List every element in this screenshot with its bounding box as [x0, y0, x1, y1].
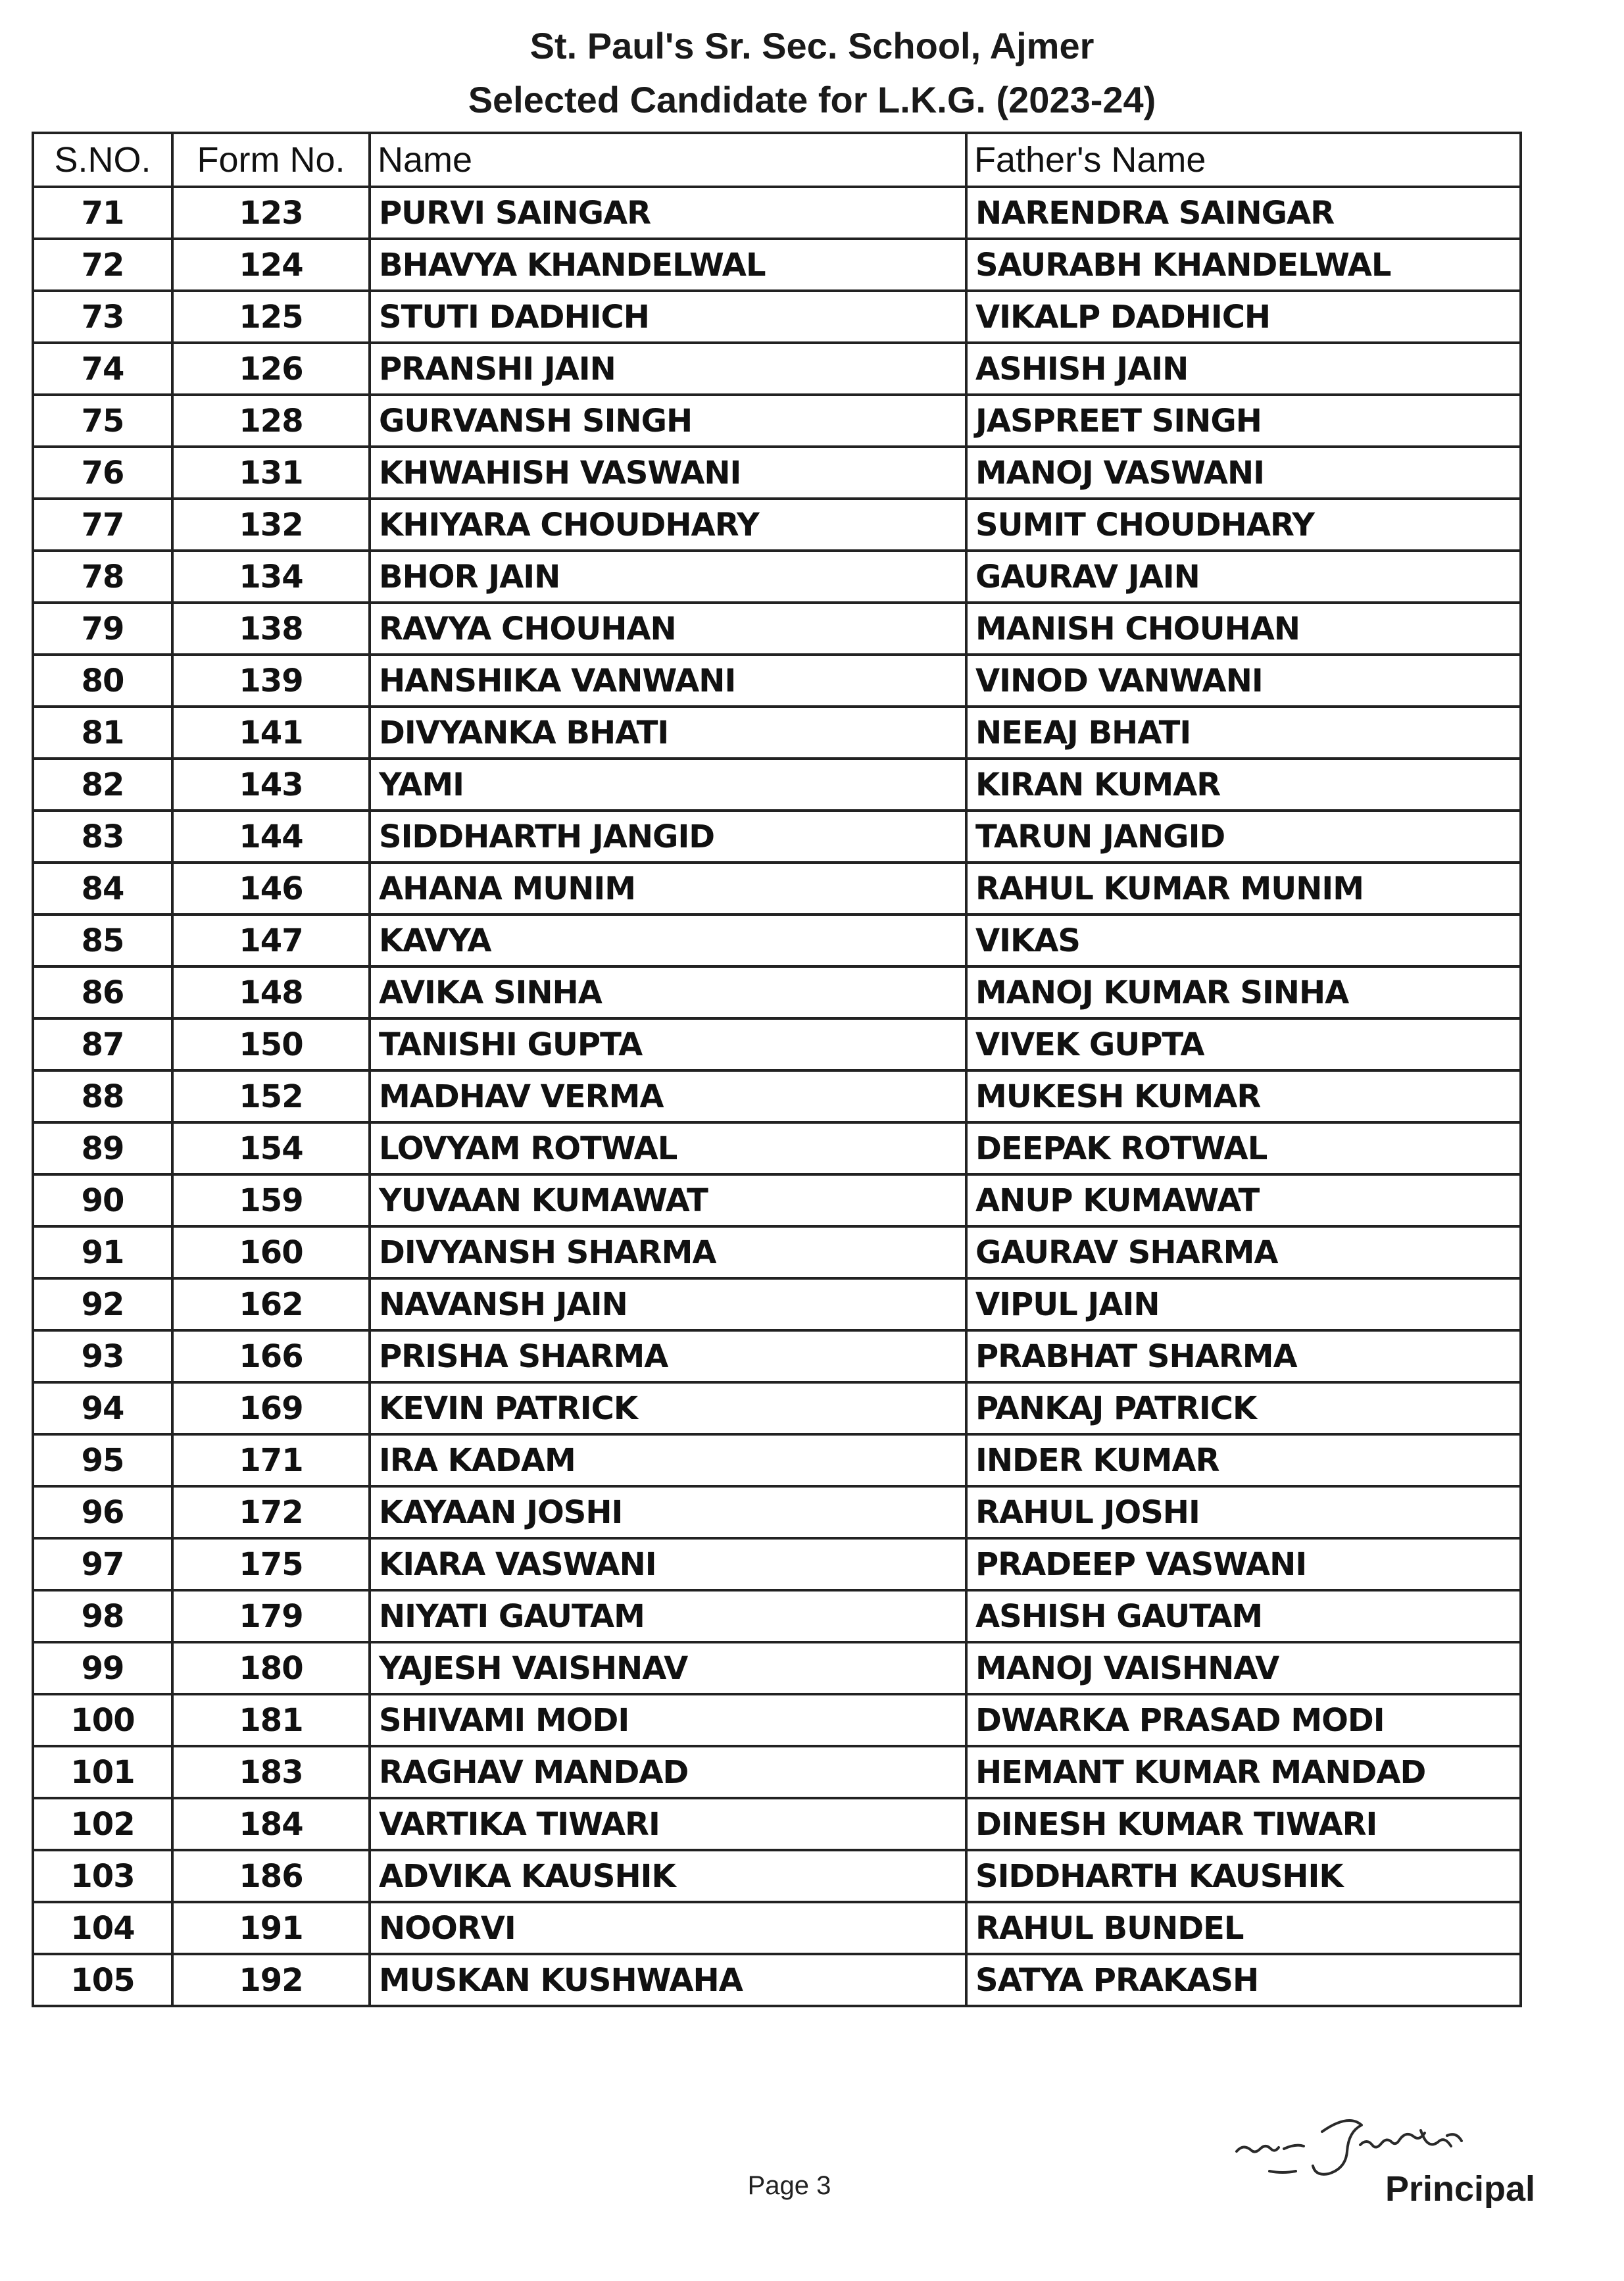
cell-name: SIDDHARTH JANGID	[370, 811, 966, 863]
cell-father-name: DWARKA PRASAD MODI	[966, 1694, 1521, 1746]
cell-sno: 73	[33, 291, 172, 343]
cell-name: YUVAAN KUMAWAT	[370, 1174, 966, 1226]
cell-form-no: 143	[172, 759, 370, 811]
cell-sno: 72	[33, 239, 172, 291]
cell-name: RAGHAV MANDAD	[370, 1746, 966, 1798]
cell-form-no: 180	[172, 1642, 370, 1694]
cell-sno: 83	[33, 811, 172, 863]
cell-sno: 91	[33, 1226, 172, 1278]
cell-name: ADVIKA KAUSHIK	[370, 1850, 966, 1902]
table-row	[33, 447, 1521, 499]
table-row	[33, 1694, 1521, 1746]
cell-sno: 90	[33, 1174, 172, 1226]
cell-father-name: TARUN JANGID	[966, 811, 1521, 863]
table-row	[33, 1642, 1521, 1694]
cell-sno: 75	[33, 395, 172, 447]
column-header-form-no: Form No.	[172, 133, 370, 187]
cell-form-no: 139	[172, 655, 370, 707]
cell-form-no: 159	[172, 1174, 370, 1226]
table-row	[33, 1434, 1521, 1486]
cell-sno: 84	[33, 863, 172, 915]
table-row	[33, 1486, 1521, 1538]
cell-form-no: 191	[172, 1902, 370, 1954]
cell-form-no: 186	[172, 1850, 370, 1902]
cell-sno: 74	[33, 343, 172, 395]
cell-father-name: VIVEK GUPTA	[966, 1018, 1521, 1070]
table-row	[33, 395, 1521, 447]
cell-sno: 104	[33, 1902, 172, 1954]
table-row	[33, 1070, 1521, 1122]
cell-sno: 103	[33, 1850, 172, 1902]
cell-father-name: GAURAV SHARMA	[966, 1226, 1521, 1278]
cell-father-name: KIRAN KUMAR	[966, 759, 1521, 811]
cell-form-no: 192	[172, 1954, 370, 2006]
cell-form-no: 148	[172, 966, 370, 1018]
table-row	[33, 1330, 1521, 1382]
cell-father-name: MANOJ VAISHNAV	[966, 1642, 1521, 1694]
cell-sno: 95	[33, 1434, 172, 1486]
table-row	[33, 343, 1521, 395]
cell-form-no: 181	[172, 1694, 370, 1746]
cell-father-name: DINESH KUMAR TIWARI	[966, 1798, 1521, 1850]
cell-name: SHIVAMI MODI	[370, 1694, 966, 1746]
cell-name: MUSKAN KUSHWAHA	[370, 1954, 966, 2006]
cell-name: KEVIN PATRICK	[370, 1382, 966, 1434]
cell-name: IRA KADAM	[370, 1434, 966, 1486]
table-row	[33, 291, 1521, 343]
cell-father-name: ASHISH GAUTAM	[966, 1590, 1521, 1642]
column-header-sno: S.NO.	[33, 133, 172, 187]
cell-name: DIVYANSH SHARMA	[370, 1226, 966, 1278]
table-row	[33, 1122, 1521, 1174]
table-row	[33, 1746, 1521, 1798]
cell-sno: 76	[33, 447, 172, 499]
cell-sno: 92	[33, 1278, 172, 1330]
school-title: St. Paul's Sr. Sec. School, Ajmer	[529, 25, 1095, 66]
cell-form-no: 166	[172, 1330, 370, 1382]
candidate-table	[32, 132, 1522, 2007]
cell-father-name: PANKAJ PATRICK	[966, 1382, 1521, 1434]
cell-father-name: MANOJ VASWANI	[966, 447, 1521, 499]
cell-name: NAVANSH JAIN	[370, 1278, 966, 1330]
table-row	[33, 1850, 1521, 1902]
cell-form-no: 124	[172, 239, 370, 291]
cell-form-no: 131	[172, 447, 370, 499]
cell-sno: 89	[33, 1122, 172, 1174]
column-header-name: Name	[370, 133, 966, 187]
cell-father-name: DEEPAK ROTWAL	[966, 1122, 1521, 1174]
column-header-father-name: Father's Name	[966, 133, 1521, 187]
table-body	[33, 187, 1521, 2006]
cell-name: KAYAAN JOSHI	[370, 1486, 966, 1538]
table-row	[33, 966, 1521, 1018]
cell-sno: 80	[33, 655, 172, 707]
list-title: Selected Candidate for L.K.G. (2023-24)	[468, 79, 1156, 120]
cell-father-name: SAURABH KHANDELWAL	[966, 239, 1521, 291]
cell-form-no: 150	[172, 1018, 370, 1070]
cell-name: PURVI SAINGAR	[370, 187, 966, 239]
cell-name: HANSHIKA VANWANI	[370, 655, 966, 707]
table-row	[33, 1226, 1521, 1278]
page-number: Page 3	[747, 2171, 831, 2200]
cell-father-name: NEEAJ BHATI	[966, 707, 1521, 759]
cell-father-name: VIKAS	[966, 915, 1521, 966]
table-row	[33, 1798, 1521, 1850]
cell-form-no: 179	[172, 1590, 370, 1642]
table-row	[33, 863, 1521, 915]
cell-form-no: 175	[172, 1538, 370, 1590]
cell-father-name: VIKALP DADHICH	[966, 291, 1521, 343]
table-row	[33, 1590, 1521, 1642]
cell-name: DIVYANKA BHATI	[370, 707, 966, 759]
cell-form-no: 138	[172, 603, 370, 655]
cell-father-name: NARENDRA SAINGAR	[966, 187, 1521, 239]
cell-father-name: ANUP KUMAWAT	[966, 1174, 1521, 1226]
cell-name: GURVANSH SINGH	[370, 395, 966, 447]
cell-name: PRISHA SHARMA	[370, 1330, 966, 1382]
table-row	[33, 1382, 1521, 1434]
cell-name: AVIKA SINHA	[370, 966, 966, 1018]
table-row	[33, 707, 1521, 759]
cell-name: YAJESH VAISHNAV	[370, 1642, 966, 1694]
cell-sno: 87	[33, 1018, 172, 1070]
cell-sno: 71	[33, 187, 172, 239]
table-row	[33, 1902, 1521, 1954]
cell-form-no: 134	[172, 551, 370, 603]
table-row	[33, 187, 1521, 239]
cell-sno: 79	[33, 603, 172, 655]
cell-name: VARTIKA TIWARI	[370, 1798, 966, 1850]
cell-form-no: 162	[172, 1278, 370, 1330]
cell-father-name: VINOD VANWANI	[966, 655, 1521, 707]
cell-sno: 78	[33, 551, 172, 603]
cell-sno: 82	[33, 759, 172, 811]
principal-label: Principal	[1385, 2169, 1536, 2209]
cell-form-no: 144	[172, 811, 370, 863]
cell-name: KIARA VASWANI	[370, 1538, 966, 1590]
cell-form-no: 146	[172, 863, 370, 915]
cell-sno: 85	[33, 915, 172, 966]
table-row	[33, 1954, 1521, 2006]
cell-sno: 101	[33, 1746, 172, 1798]
cell-name: LOVYAM ROTWAL	[370, 1122, 966, 1174]
cell-form-no: 183	[172, 1746, 370, 1798]
table-row	[33, 1174, 1521, 1226]
table-row	[33, 551, 1521, 603]
cell-father-name: SATYA PRAKASH	[966, 1954, 1521, 2006]
cell-name: KHWAHISH VASWANI	[370, 447, 966, 499]
cell-sno: 99	[33, 1642, 172, 1694]
table-row	[33, 499, 1521, 551]
cell-father-name: JASPREET SINGH	[966, 395, 1521, 447]
cell-form-no: 128	[172, 395, 370, 447]
cell-sno: 97	[33, 1538, 172, 1590]
cell-name: RAVYA CHOUHAN	[370, 603, 966, 655]
cell-name: MADHAV VERMA	[370, 1070, 966, 1122]
cell-form-no: 172	[172, 1486, 370, 1538]
cell-sno: 102	[33, 1798, 172, 1850]
cell-name: BHAVYA KHANDELWAL	[370, 239, 966, 291]
cell-sno: 88	[33, 1070, 172, 1122]
cell-sno: 94	[33, 1382, 172, 1434]
cell-form-no: 132	[172, 499, 370, 551]
cell-name: TANISHI GUPTA	[370, 1018, 966, 1070]
cell-father-name: SUMIT CHOUDHARY	[966, 499, 1521, 551]
table-row	[33, 811, 1521, 863]
cell-father-name: ASHISH JAIN	[966, 343, 1521, 395]
cell-father-name: HEMANT KUMAR MANDAD	[966, 1746, 1521, 1798]
cell-form-no: 171	[172, 1434, 370, 1486]
cell-father-name: PRABHAT SHARMA	[966, 1330, 1521, 1382]
cell-form-no: 154	[172, 1122, 370, 1174]
cell-sno: 100	[33, 1694, 172, 1746]
cell-form-no: 160	[172, 1226, 370, 1278]
cell-sno: 98	[33, 1590, 172, 1642]
cell-form-no: 184	[172, 1798, 370, 1850]
cell-form-no: 169	[172, 1382, 370, 1434]
cell-sno: 77	[33, 499, 172, 551]
cell-father-name: PRADEEP VASWANI	[966, 1538, 1521, 1590]
table-row	[33, 1018, 1521, 1070]
cell-form-no: 123	[172, 187, 370, 239]
cell-name: AHANA MUNIM	[370, 863, 966, 915]
cell-father-name: RAHUL KUMAR MUNIM	[966, 863, 1521, 915]
table-row	[33, 1278, 1521, 1330]
cell-name: NIYATI GAUTAM	[370, 1590, 966, 1642]
table-row	[33, 655, 1521, 707]
cell-father-name: INDER KUMAR	[966, 1434, 1521, 1486]
cell-form-no: 147	[172, 915, 370, 966]
cell-form-no: 141	[172, 707, 370, 759]
cell-form-no: 152	[172, 1070, 370, 1122]
cell-name: NOORVI	[370, 1902, 966, 1954]
cell-father-name: VIPUL JAIN	[966, 1278, 1521, 1330]
cell-name: STUTI DADHICH	[370, 291, 966, 343]
table-row	[33, 759, 1521, 811]
cell-father-name: RAHUL BUNDEL	[966, 1902, 1521, 1954]
table-row	[33, 915, 1521, 966]
table-row	[33, 239, 1521, 291]
cell-sno: 105	[33, 1954, 172, 2006]
cell-father-name: MANOJ KUMAR SINHA	[966, 966, 1521, 1018]
cell-father-name: SIDDHARTH KAUSHIK	[966, 1850, 1521, 1902]
cell-sno: 96	[33, 1486, 172, 1538]
cell-father-name: MUKESH KUMAR	[966, 1070, 1521, 1122]
table-row	[33, 1538, 1521, 1590]
cell-name: BHOR JAIN	[370, 551, 966, 603]
cell-name: KHIYARA CHOUDHARY	[370, 499, 966, 551]
cell-form-no: 126	[172, 343, 370, 395]
cell-sno: 81	[33, 707, 172, 759]
table-header-row	[33, 133, 1521, 187]
cell-father-name: GAURAV JAIN	[966, 551, 1521, 603]
cell-form-no: 125	[172, 291, 370, 343]
cell-sno: 93	[33, 1330, 172, 1382]
cell-name: YAMI	[370, 759, 966, 811]
cell-name: PRANSHI JAIN	[370, 343, 966, 395]
cell-father-name: RAHUL JOSHI	[966, 1486, 1521, 1538]
table-row	[33, 603, 1521, 655]
cell-sno: 86	[33, 966, 172, 1018]
cell-father-name: MANISH CHOUHAN	[966, 603, 1521, 655]
cell-name: KAVYA	[370, 915, 966, 966]
